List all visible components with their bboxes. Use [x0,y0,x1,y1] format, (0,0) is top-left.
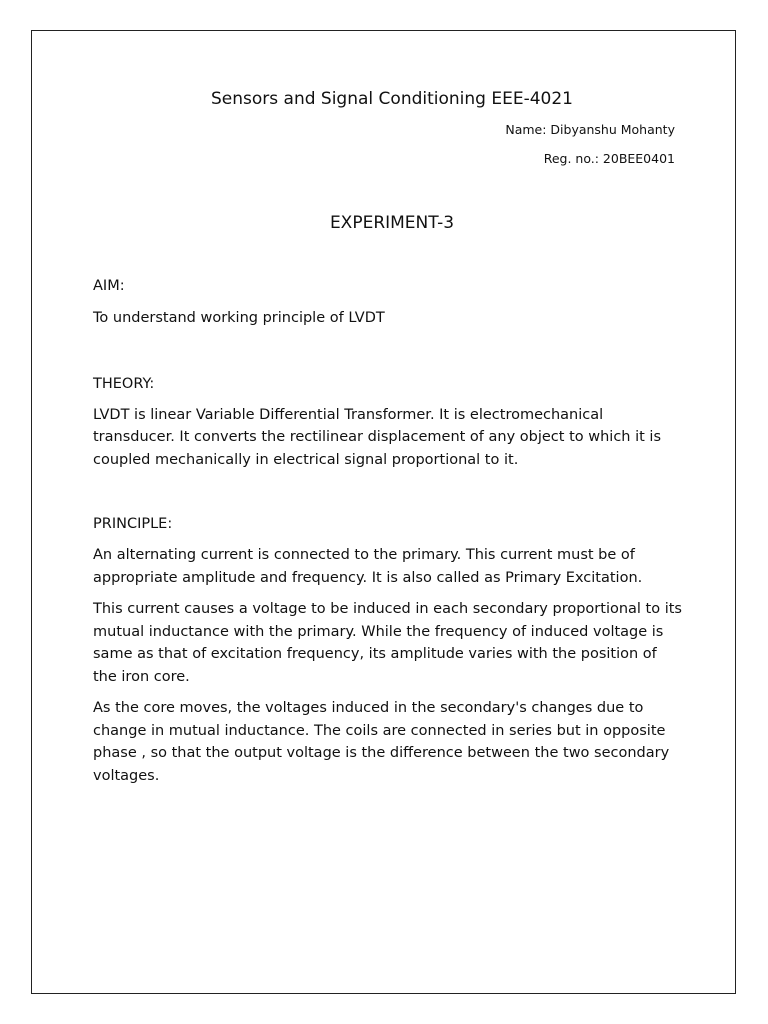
aim-text: To understand working principle of LVDT [93,310,385,326]
experiment-title: EXPERIMENT-3 [329,213,455,233]
theory-text: LVDT is linear Variable Differential Transformer. It is electromechanical transducer. It converts the rectilinear displacement of any object to which it is coupled mechanically in electrical signal proportional to it. [93,406,661,468]
principle-paragraph: An alternating current is connected to the primary. This current must be of appropriate amplitude and frequency. It is also called as Primary Excitation. [93,547,643,586]
course-title: Sensors and Signal Conditioning EEE-4021 [211,89,573,109]
principle-paragraph: This current causes a voltage to be induced in each secondary proportional to its mutual inductance with the primary. While the frequency of induced voltage is same as that of excitation frequency, its amplitude varies with the position of the iron core. [93,601,682,685]
registration-number: Reg. no.: 20BEE0401 [543,151,675,166]
aim-heading: AIM: [93,278,125,294]
student-name: Name: Dibyanshu Mohanty [505,122,675,137]
document-content [93,86,683,787]
principle-paragraph: As the core moves, the voltages induced in the secondary's changes due to change in mutual inductance. The coils are connected in series but in opposite phase , so that the output voltage is the difference between the two secondary voltages. [93,700,670,784]
theory-heading: THEORY: [93,375,155,392]
principle-heading: PRINCIPLE: [93,516,173,532]
